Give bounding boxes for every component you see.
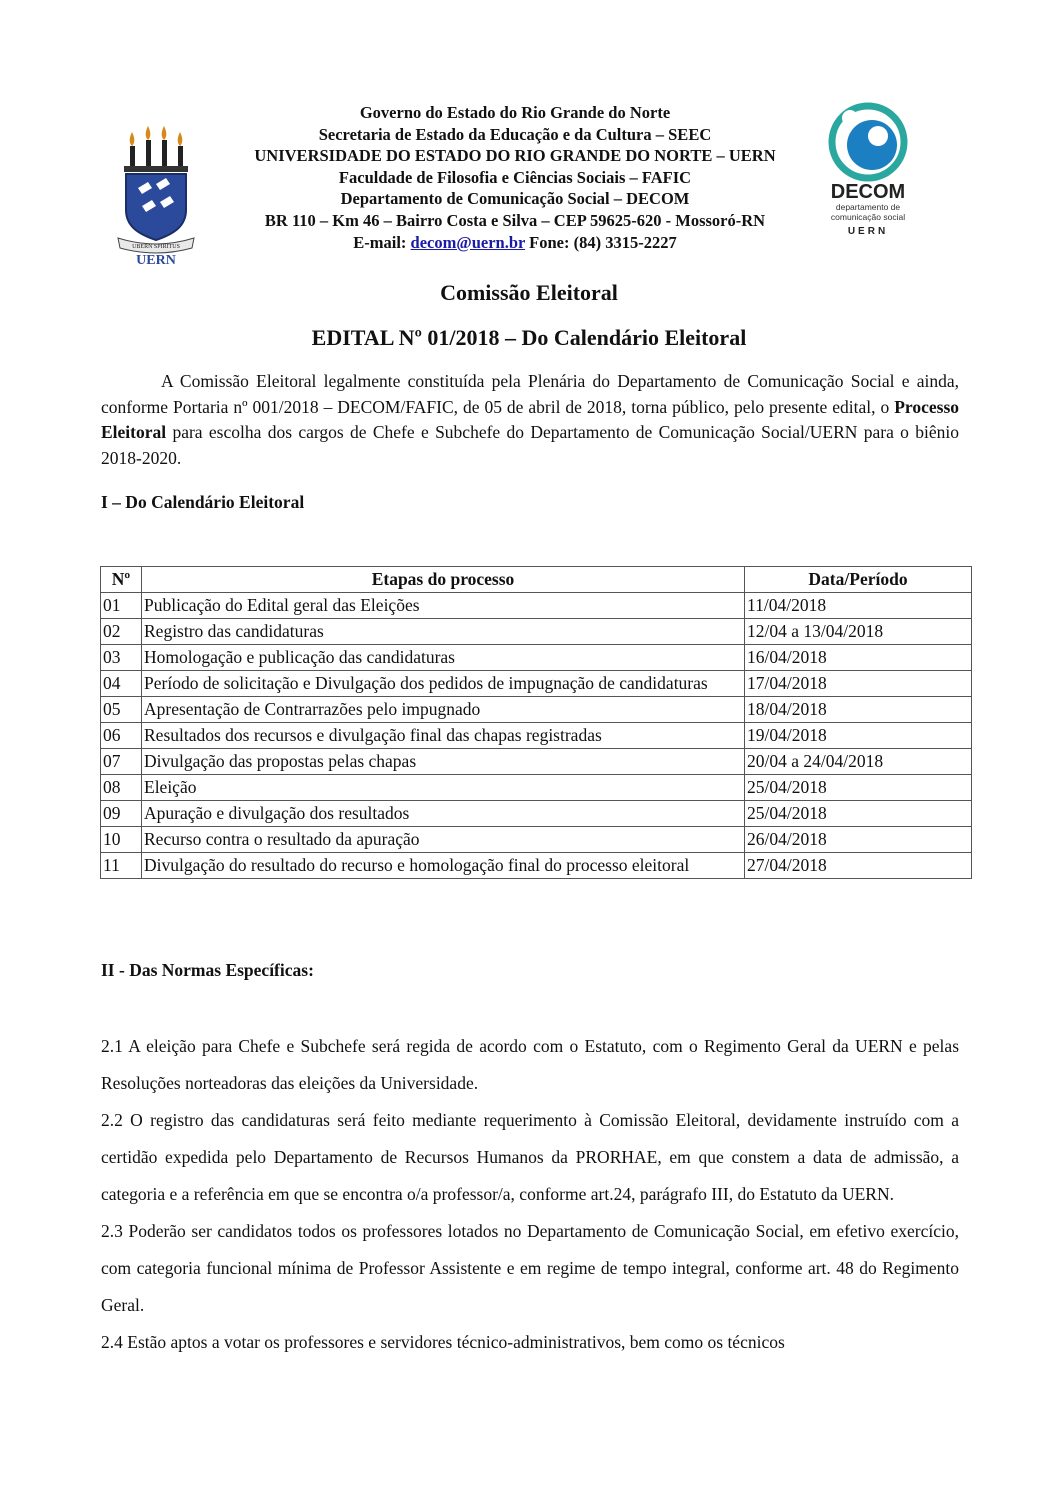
decom-logo-line3: UERN [847,226,889,237]
norm-paragraph-2-1: 2.1 A eleição para Chefe e Subchefe será regida de acordo com o Estatuto, com o Regimento Geral da UERN e pelas Resoluções norteadoras das eleições da Universidade. [101,1036,959,1093]
cell-stage: Publicação do Edital geral das Eleições [142,593,745,619]
table-row [101,619,972,645]
cell-stage: Apuração e divulgação dos resultados [142,801,745,827]
cell-number: 07 [101,749,142,775]
norm-paragraph-2-3: 2.3 Poderão ser candidatos todos os professores lotados no Departamento de Comunicação Social, em efetivo exercício, com categoria funcional mínima de Professor Assistente e em regime de tempo integral, conforme art. 48 do Regimento Geral. [101,1221,959,1315]
table-row [101,853,972,879]
cell-date: 12/04 a 13/04/2018 [745,619,972,645]
cell-stage: Eleição [142,775,745,801]
table-row [101,593,972,619]
column-header-number: Nº [101,567,142,593]
table-row [101,645,972,671]
header-line-department: Departamento de Comunicação Social – DECOM [340,189,690,209]
cell-date: 27/04/2018 [745,853,972,879]
table-row [101,723,972,749]
section-heading-norms: II - Das Normas Específicas: [101,960,314,980]
table-row [101,697,972,723]
header-line-address: BR 110 – Km 46 – Bairro Costa e Silva – CEP 59625-620 - Mossoró-RN [264,210,766,230]
norms-body [101,1028,959,1361]
email-link[interactable]: decom@uern.br [410,232,526,252]
norm-paragraph-2-2: 2.2 O registro das candidaturas será feito mediante requerimento à Comissão Eleitoral, devidamente instruído com a certidão expedida pelo Departamento de Recursos Humanos da PRORHAE, em que constem a data de admissão, a categoria e a referência em que se encontra o/a professor/a, conforme art.24, parágrafo III, do Estatuto da UERN. [101,1110,959,1204]
cell-number: 10 [101,827,142,853]
cell-stage: Apresentação de Contrarrazões pelo impugnado [142,697,745,723]
cell-number: 06 [101,723,142,749]
decom-logo-line2: comunicação social [830,212,906,222]
header-line-government: Governo do Estado do Rio Grande do Norte [359,103,671,122]
cell-date: 18/04/2018 [745,697,972,723]
edital-subtitle: EDITAL Nº 01/2018 – Do Calendário Eleitoral [311,325,747,350]
table-row [101,827,972,853]
cell-date: 17/04/2018 [745,671,972,697]
cell-number: 02 [101,619,142,645]
header-line-contact [210,232,820,254]
email-label: E-mail: [353,232,411,252]
header-line-university: UNIVERSIDADE DO ESTADO DO RIO GRANDE DO NORTE – UERN [254,146,776,166]
cell-date: 16/04/2018 [745,645,972,671]
coat-of-arms-motto: UBERN SPIRITUS [132,244,180,250]
electoral-calendar-table [100,566,972,879]
table-row [101,775,972,801]
cell-stage: Registro das candidaturas [142,619,745,645]
decom-logo-line1: departamento de [835,202,901,212]
column-header-date: Data/Período [745,567,972,593]
cell-stage: Recurso contra o resultado da apuração [142,827,745,853]
intro-text-part1: A Comissão Eleitoral legalmente constituída pela Plenária do Departamento de Comunicação Social e ainda, conforme Portaria nº 001/2018 – DECOM/FAFIC, de 05 de abril de 2018, torna público, pelo presente edital, o [101,371,959,417]
cell-stage: Divulgação do resultado do recurso e homologação final do processo eleitoral [142,853,745,879]
uern-logo-caption: UERN [136,253,176,266]
cell-date: 25/04/2018 [745,775,972,801]
intro-text-part2: para escolha dos cargos de Chefe e Subchefe do Departamento de Comunicação Social/UERN para o biênio 2018-2020. [101,422,959,468]
phone-text: Fone: (84) 3315-2227 [525,232,677,252]
cell-number: 08 [101,775,142,801]
cell-number: 11 [101,853,142,879]
header-line-faculty: Faculdade de Filosofia e Ciências Sociais – FAFIC [338,167,692,187]
table-row [101,801,972,827]
cell-stage: Resultados dos recursos e divulgação final das chapas registradas [142,723,745,749]
table-row [101,671,972,697]
cell-date: 11/04/2018 [745,593,972,619]
cell-number: 01 [101,593,142,619]
cell-date: 19/04/2018 [745,723,972,749]
decom-logo-name: DECOM [830,181,906,203]
cell-stage: Divulgação das propostas pelas chapas [142,749,745,775]
cell-number: 03 [101,645,142,671]
section-heading-calendar: I – Do Calendário Eleitoral [101,492,305,512]
cell-stage: Homologação e publicação das candidaturas [142,645,745,671]
cell-number: 04 [101,671,142,697]
cell-date: 25/04/2018 [745,801,972,827]
cell-date: 26/04/2018 [745,827,972,853]
table-header-row [101,567,972,593]
column-header-stage: Etapas do processo [142,567,745,593]
uern-coat-of-arms-logo [116,126,196,266]
document-header [210,102,820,253]
cell-number: 09 [101,801,142,827]
cell-number: 05 [101,697,142,723]
cell-stage: Período de solicitação e Divulgação dos pedidos de impugnação de candidaturas [142,671,745,697]
intro-text-bold: Processo Eleitoral [101,396,959,442]
header-line-secretariat: Secretaria de Estado da Educação e da Cultura – SEEC [318,124,712,144]
document-title: Comissão Eleitoral [440,280,618,305]
norm-paragraph-2-4: 2.4 Estão aptos a votar os professores e servidores técnico-administrativos, bem como os técnicos [101,1332,785,1352]
table-row [101,749,972,775]
decom-logo [820,100,920,242]
intro-paragraph [101,369,959,471]
cell-date: 20/04 a 24/04/2018 [745,749,972,775]
